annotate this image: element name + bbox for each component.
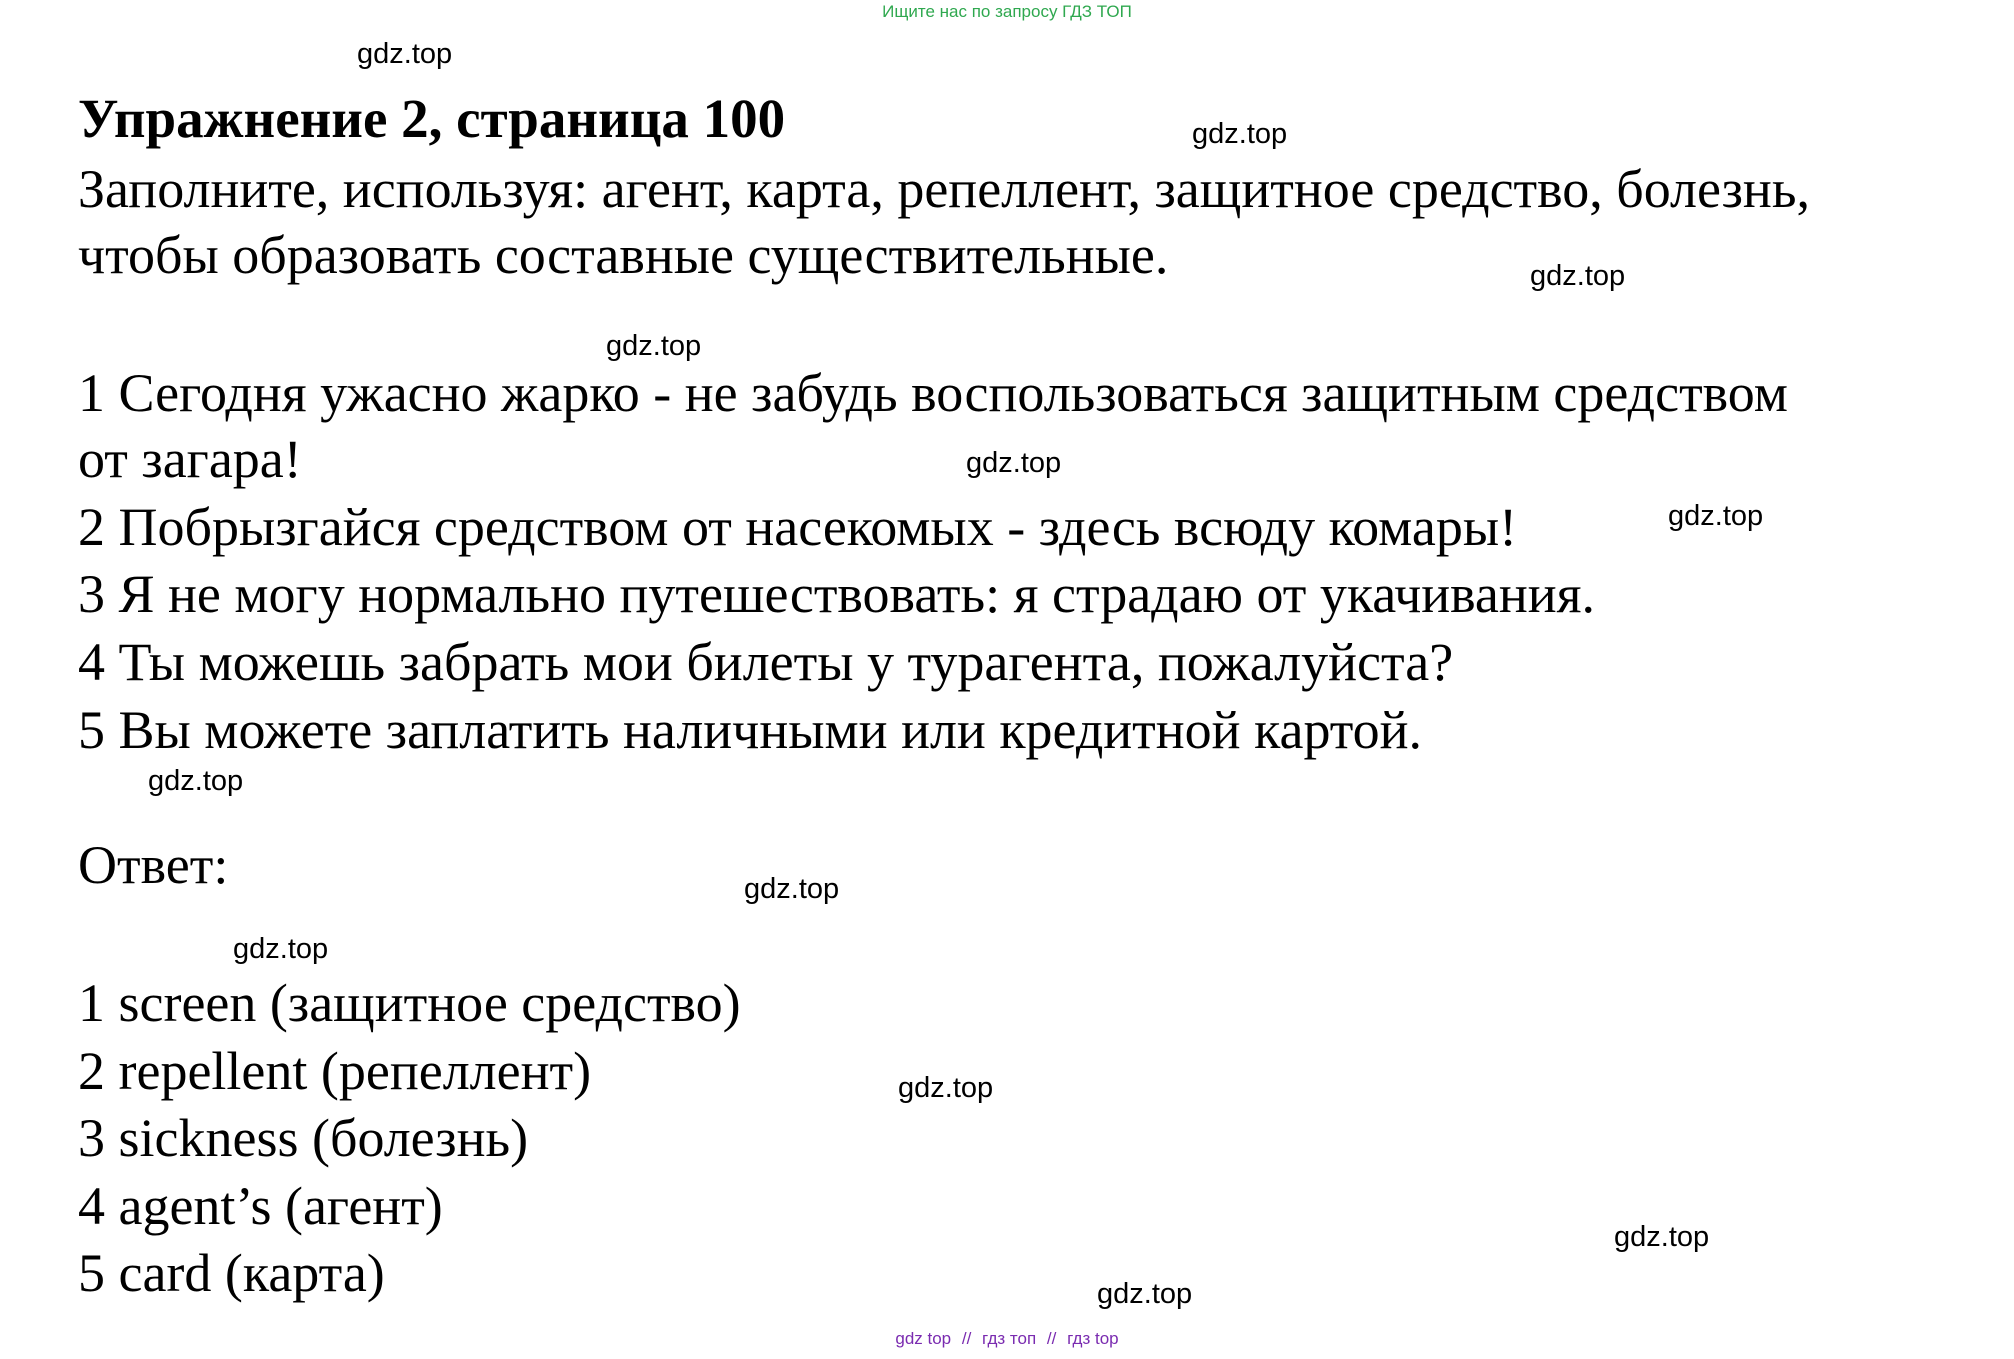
footer-link-gdz-top[interactable]: gdz top: [895, 1329, 952, 1348]
top-banner: Ищите нас по запросу ГДЗ ТОП: [882, 2, 1132, 21]
watermark: gdz.top: [1192, 118, 1288, 150]
watermark: gdz.top: [1668, 500, 1764, 532]
watermark: gdz.top: [357, 38, 453, 70]
watermark: gdz.top: [1530, 260, 1626, 292]
watermark: gdz.top: [744, 873, 840, 905]
footer-links: [0, 1329, 2014, 1349]
footer-link-gdz-top-mixed[interactable]: гдз top: [1067, 1329, 1119, 1348]
sentence-1: 1 Сегодня ужасно жарко - не забудь воспользоваться защитным средством: [78, 363, 1788, 423]
instruction-line-1: Заполните, используя: агент, карта, репеллент, защитное средство, болезнь,: [78, 159, 1810, 219]
watermark: gdz.top: [1614, 1221, 1710, 1253]
answer-3: 3 sickness (болезнь): [78, 1108, 529, 1168]
sentence-5: 5 Вы можете заплатить наличными или кредитной картой.: [78, 700, 1423, 760]
footer-separator: //: [961, 1329, 972, 1348]
answer-5: 5 card (карта): [78, 1243, 385, 1303]
watermark: gdz.top: [1097, 1278, 1193, 1310]
sentence-4: 4 Ты можешь забрать мои билеты у турагента, пожалуйста?: [78, 632, 1454, 692]
footer-link-gdz-top-ru[interactable]: гдз топ: [982, 1329, 1037, 1348]
sentence-3: 3 Я не могу нормально путешествовать: я страдаю от укачивания.: [78, 564, 1596, 624]
watermark: gdz.top: [233, 933, 329, 965]
answer-label: Ответ:: [78, 835, 229, 895]
sentence-2: 2 Побрызгайся средством от насекомых - здесь всюду комары!: [78, 497, 1518, 557]
exercise-title: Упражнение 2, страница 100: [78, 88, 786, 149]
watermark: gdz.top: [966, 447, 1062, 479]
sentence-1-continued: от загара!: [78, 429, 302, 489]
watermark: gdz.top: [898, 1072, 994, 1104]
watermark: gdz.top: [148, 765, 244, 797]
footer-separator: //: [1046, 1329, 1057, 1348]
answer-1: 1 screen (защитное средство): [78, 973, 741, 1033]
answer-2: 2 repellent (репеллент): [78, 1041, 592, 1101]
answer-4: 4 agent’s (агент): [78, 1176, 443, 1236]
instruction-line-2: чтобы образовать составные существительные.: [78, 225, 1169, 285]
watermark: gdz.top: [606, 330, 702, 362]
